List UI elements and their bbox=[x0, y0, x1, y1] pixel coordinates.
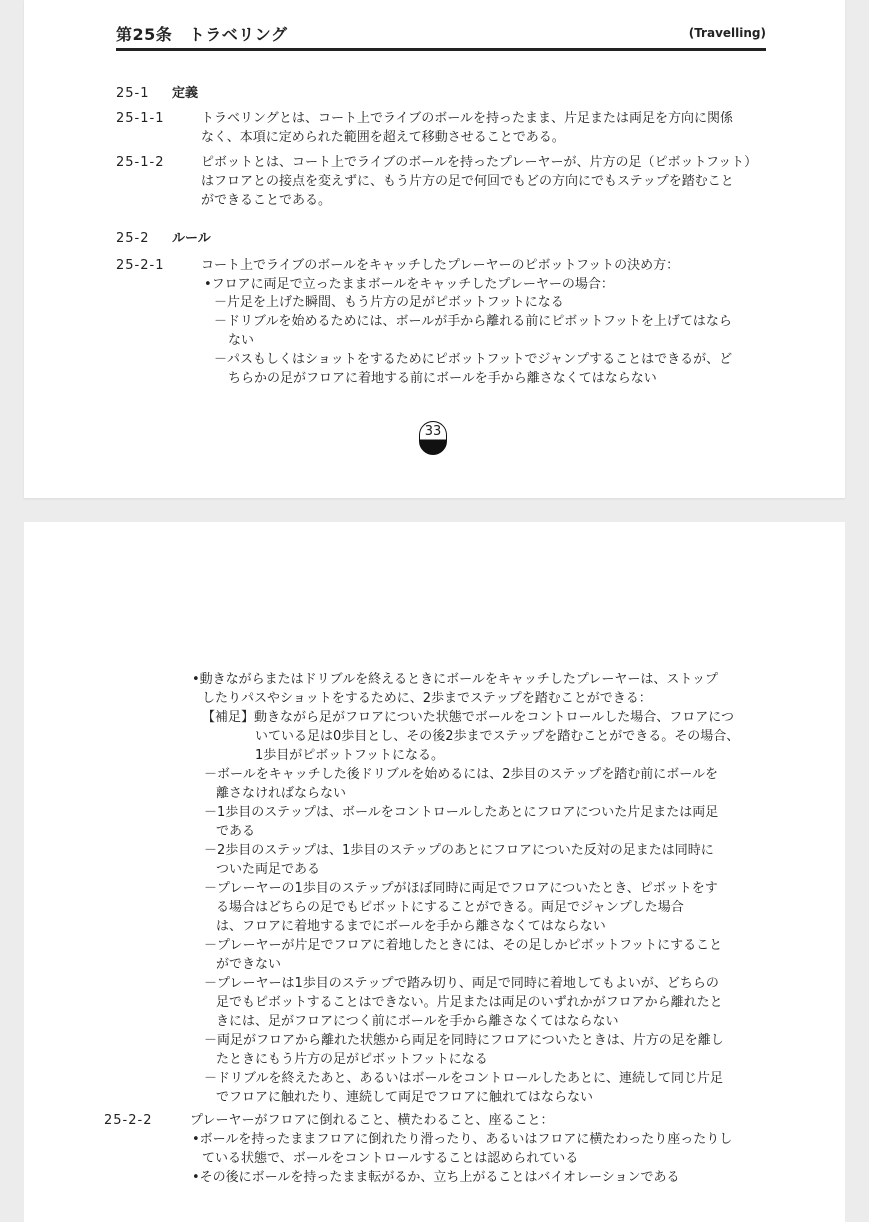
dash-item: －ドリブルを終えたあと、あるいはボールをコントロールしたあとに、連続して同じ片足 bbox=[204, 1071, 723, 1086]
section-heading: 定義 bbox=[172, 86, 199, 101]
dash-item-continued: る場合はどちらの足でもピボットにすることができる。両足でジャンプした場合 bbox=[216, 900, 684, 915]
bullet-item: •フロアに両足で立ったままボールをキャッチしたプレーヤーの場合： bbox=[204, 277, 614, 292]
article-english-title: (Travelling) bbox=[688, 26, 766, 40]
dash-item-continued: 離さなければならない bbox=[216, 786, 347, 801]
dash-item: －2歩目のステップは、1歩目のステップのあとにフロアについた反対の足または同時に bbox=[204, 843, 714, 858]
clause-text: ができることである。 bbox=[201, 193, 332, 208]
clause-text: はフロアとの接点を変えずに、もう片方の足で何回でもどの方向にでもステップを踏むこと bbox=[201, 174, 734, 189]
supplement-note: 【補足】動きながら足がフロアについた状態でボールをコントロールした場合、フロアにつ bbox=[202, 710, 734, 725]
section-number: 25-2 bbox=[116, 231, 150, 246]
dash-item: －プレーヤーは1歩目のステップで踏み切り、両足で同時に着地してもよいが、どちらの bbox=[204, 976, 719, 991]
clause-number: 25-2-2 bbox=[104, 1113, 153, 1128]
dash-item-continued: ない bbox=[228, 333, 255, 348]
dash-item-continued: きには、足がフロアにつく前にボールを手から離さなくてはならない bbox=[216, 1014, 619, 1029]
bullet-item-continued: したりパスやショットをするために、2歩までステップを踏むことができる： bbox=[202, 691, 652, 706]
document-page-33 bbox=[24, 0, 845, 498]
section-heading: ルール bbox=[172, 231, 211, 246]
page-number: 33 bbox=[424, 424, 442, 439]
clause-number: 25-1-2 bbox=[116, 155, 165, 170]
dash-item-continued: ついた両足である bbox=[216, 862, 321, 877]
dash-item: －パスもしくはショットをするためにピボットフットでジャンプすることはできるが、ど bbox=[214, 352, 733, 367]
section-number: 25-1 bbox=[116, 86, 150, 101]
clause-number: 25-1-1 bbox=[116, 111, 165, 126]
page-number-badge bbox=[419, 421, 447, 455]
supplement-note-continued: いている足は0歩目とし、その後2歩までステップを踏むことができる。その場合、 bbox=[255, 729, 740, 744]
dash-item: －1歩目のステップは、ボールをコントロールしたあとにフロアについた片足または両足 bbox=[204, 805, 719, 820]
clause-text: コート上でライブのボールをキャッチしたプレーヤーのピボットフットの決め方： bbox=[201, 258, 680, 273]
dash-item-continued: 足でもピボットすることはできない。片足または両足のいずれかがフロアから離れたと bbox=[216, 995, 723, 1010]
dash-item: －片足を上げた瞬間、もう片方の足がピボットフットになる bbox=[214, 295, 564, 310]
dash-item-continued: である bbox=[216, 824, 256, 839]
dash-item-continued: でフロアに触れたり、連続して両足でフロアに触れてはならない bbox=[216, 1090, 594, 1105]
article-title: 第25条 トラベリング bbox=[116, 25, 288, 44]
bullet-item: •動きながらまたはドリブルを終えるときにボールをキャッチしたプレーヤーは、ストップ bbox=[192, 672, 718, 687]
dash-item-continued: は、フロアに着地するまでにボールを手から離さなくてはならない bbox=[216, 919, 606, 934]
clause-number: 25-2-1 bbox=[116, 258, 165, 273]
dash-item-continued: ができない bbox=[216, 957, 282, 972]
dash-item: －ドリブルを始めるためには、ボールが手から離れる前にピボットフットを上げてはなら bbox=[214, 314, 732, 329]
clause-text: トラベリングとは、コート上でライブのボールを持ったまま、片足または両足を方向に関係 bbox=[201, 111, 733, 126]
bullet-item: •ボールを持ったままフロアに倒れたり滑ったり、あるいはフロアに横たわったり座ったりし bbox=[192, 1132, 733, 1147]
dash-item-continued: ちらかの足がフロアに着地する前にボールを手から離さなくてはならない bbox=[228, 371, 657, 386]
bullet-item-continued: ている状態で、ボールをコントロールすることは認められている bbox=[202, 1151, 579, 1166]
dash-item-continued: たときにもう片方の足がピボットフットになる bbox=[216, 1052, 488, 1067]
dash-item: －プレーヤーが片足でフロアに着地したときには、その足しかピボットフットにすること bbox=[204, 938, 723, 953]
dash-item: －両足がフロアから離れた状態から両足を同時にフロアについたときは、片方の足を離し bbox=[204, 1033, 724, 1048]
dash-item: －プレーヤーの1歩目のステップがほぼ同時に両足でフロアについたとき、ピボットをす bbox=[204, 881, 718, 896]
dash-item: －ボールをキャッチした後ドリブルを始めるには、2歩目のステップを踏む前にボールを bbox=[204, 767, 718, 782]
bullet-item: •その後にボールを持ったまま転がるか、立ち上がることはバイオレーションである bbox=[192, 1170, 680, 1185]
document-page-34 bbox=[24, 522, 845, 1222]
article-header bbox=[116, 20, 766, 51]
supplement-note-continued: 1歩目がピボットフットになる。 bbox=[255, 748, 444, 763]
clause-text: なく、本項に定められた範囲を超えて移動させることである。 bbox=[201, 130, 565, 145]
clause-text: プレーヤーがフロアに倒れること、横たわること、座ること： bbox=[190, 1113, 554, 1128]
clause-text: ピボットとは、コート上でライブのボールを持ったプレーヤーが、片方の足（ピボットフット） bbox=[201, 155, 758, 170]
